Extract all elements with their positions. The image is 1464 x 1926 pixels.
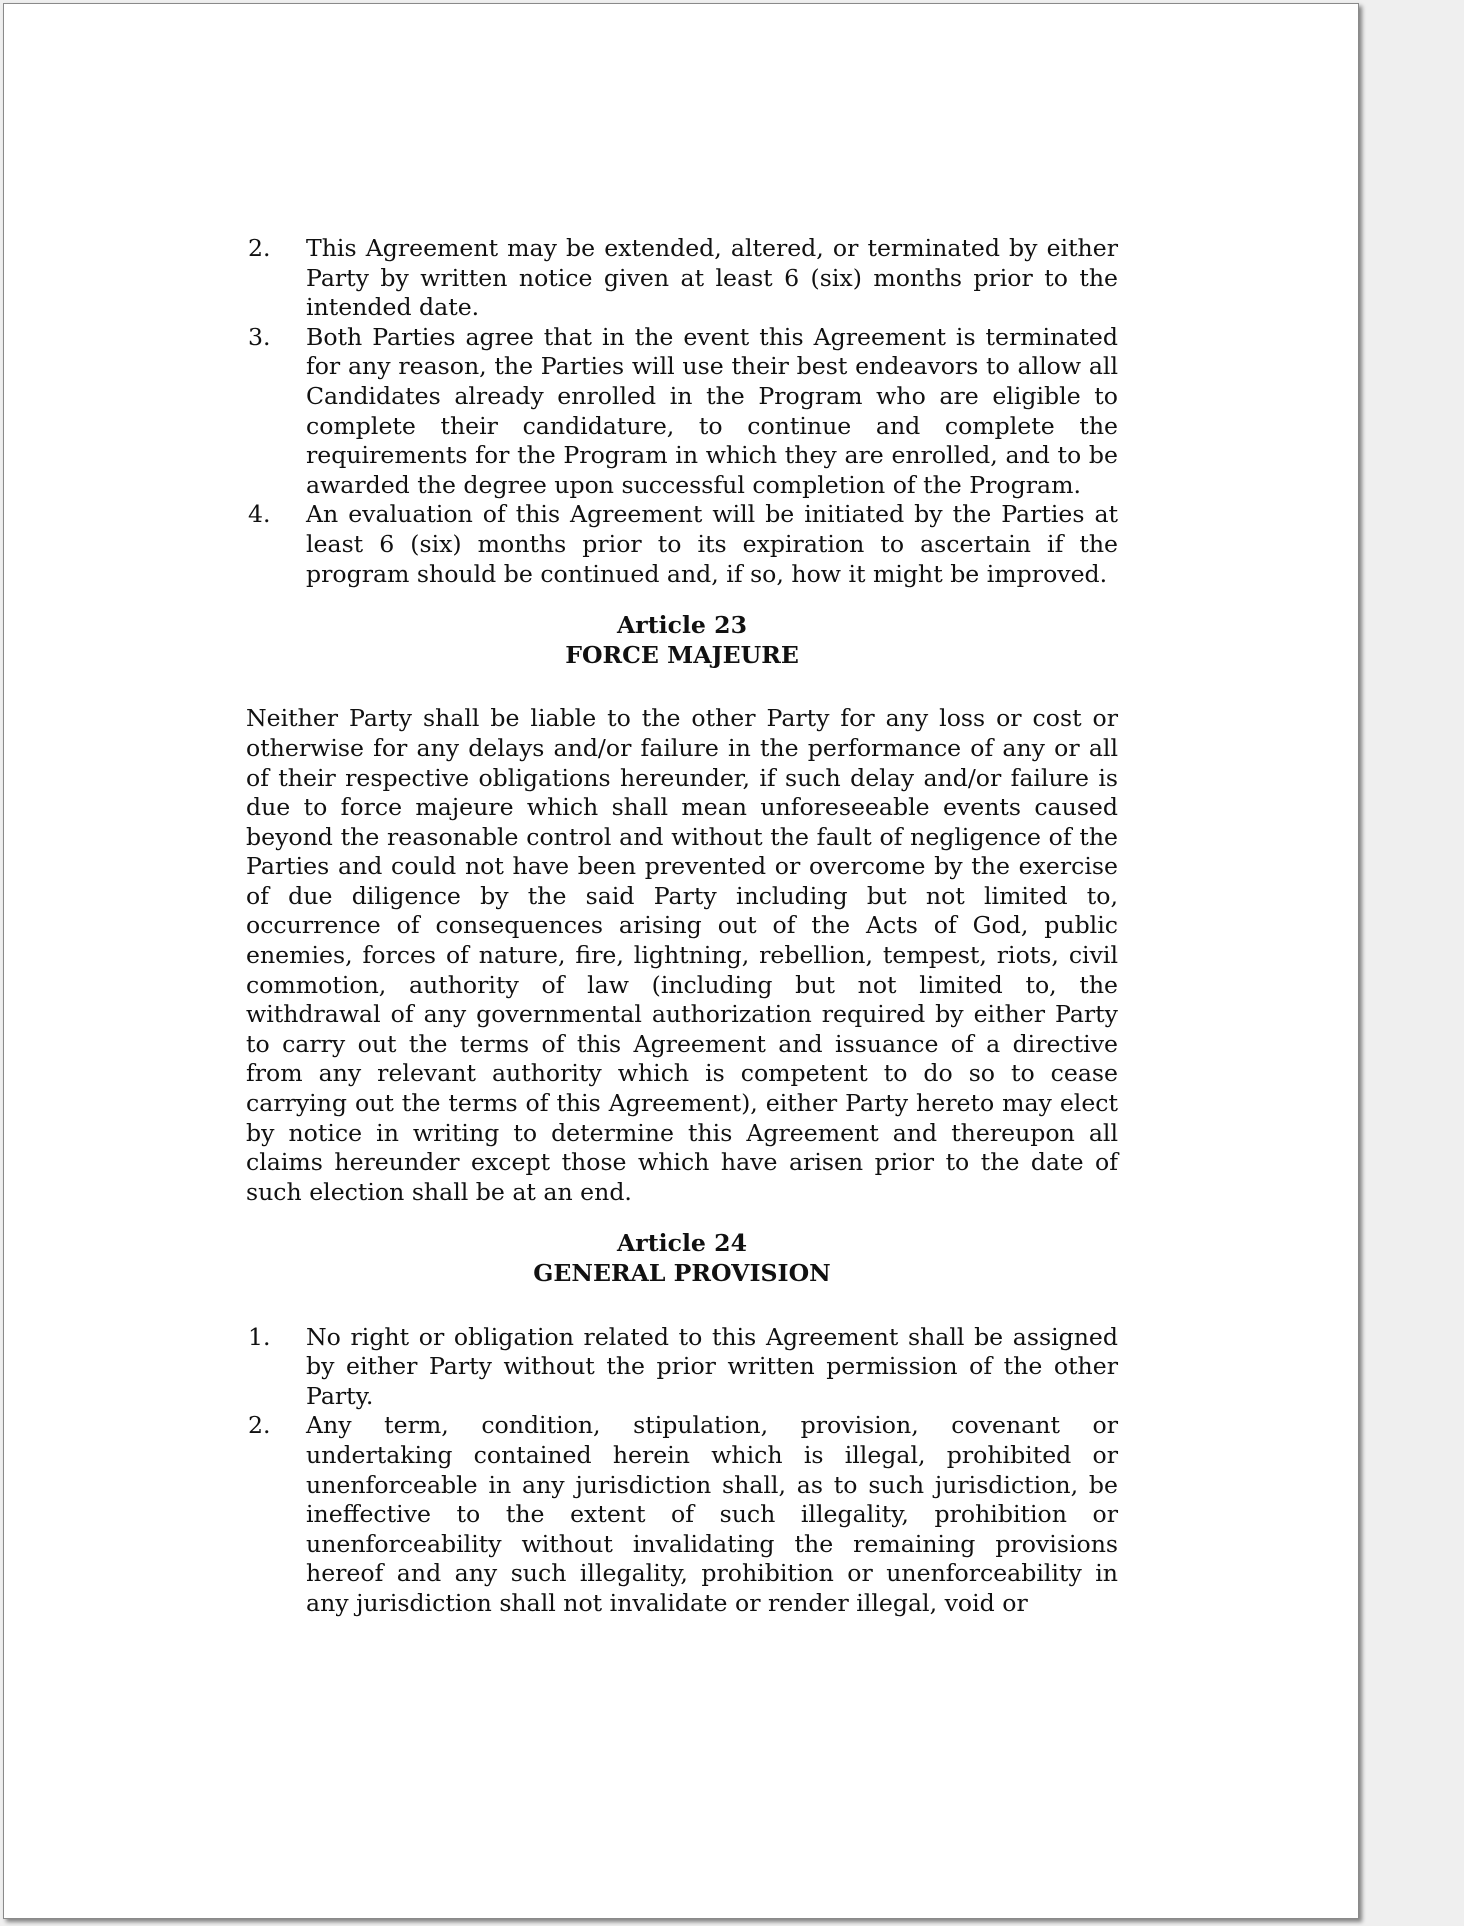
page-content <box>246 234 1118 1619</box>
list-item-text: Any term, condition, stipulation, provision, covenant or undertaking contained herein which is illegal, prohibited or unenforceable in any jurisdiction shall, as to such jurisdiction, be ineffective to the extent of such illegality, prohibition or unenforceability without invalidating the remaining provisions hereof and any such illegality, prohibition or unenforceability in any jurisdiction shall not invalidate or render illegal, void or <box>306 1411 1118 1617</box>
list-item-number: 1. <box>248 1322 271 1351</box>
article-23-number: Article 23 <box>617 611 747 640</box>
document-page <box>3 3 1359 1919</box>
article-23-body: Neither Party shall be liable to the other Party for any loss or cost or otherwise for any delays and/or failure in the performance of any or all of their respective obligations hereunder, if such delay and/or failure is due to force majeure which shall mean unforeseeable events caused beyond the reasonable control and without the fault of negligence of the Parties and could not have been prevented or overcome by the exercise of due diligence by the said Party including but not limited to, occurrence of consequences arising out of the Acts of God, public enemies, forces of nature, fire, lightning, rebellion, tempest, riots, civil commotion, authority of law (including but not limited to, the withdrawal of any governmental authorization required by either Party to carry out the terms of this Agreement and issuance of a directive from any relevant authority which is competent to do so to cease carrying out the terms of this Agreement), either Party hereto may elect by notice in writing to determine this Agreement and thereupon all claims hereunder except those which have arisen prior to the date of such election shall be at an end. <box>246 704 1118 1206</box>
article-24-number: Article 24 <box>617 1229 747 1258</box>
article-23-title: FORCE MAJEURE <box>565 640 799 669</box>
list-item-number: 4. <box>248 500 271 529</box>
list-item <box>246 1323 1118 1412</box>
list-item <box>246 500 1118 589</box>
list-item <box>246 234 1118 323</box>
article-22-list <box>246 234 1118 589</box>
list-item-text: No right or obligation related to this Agreement shall be assigned by either Party without the prior written permission of the other Party. <box>306 1322 1118 1410</box>
list-item-number: 2. <box>248 1411 271 1440</box>
list-item-number: 2. <box>248 234 271 262</box>
article-24-list <box>246 1323 1118 1619</box>
list-item-number: 3. <box>248 322 271 351</box>
list-item <box>246 323 1118 501</box>
list-item-text: An evaluation of this Agreement will be initiated by the Parties at least 6 (six) months prior to its expiration to ascertain if the program should be continued and, if so, how it might be improved. <box>306 500 1118 588</box>
list-item-text: Both Parties agree that in the event this Agreement is terminated for any reason, the Parties will use their best endeavors to allow all Candidates already enrolled in the Program who are eligible to complete their candidature, to continue and complete the requirements for the Program in which they are enrolled, and to be awarded the degree upon successful completion of the Program. <box>306 322 1118 499</box>
list-item-text: This Agreement may be extended, altered, or terminated by either Party by written notice given at least 6 (six) months prior to the intended date. <box>306 234 1118 322</box>
list-item <box>246 1411 1118 1618</box>
article-24-title: GENERAL PROVISION <box>533 1259 831 1287</box>
